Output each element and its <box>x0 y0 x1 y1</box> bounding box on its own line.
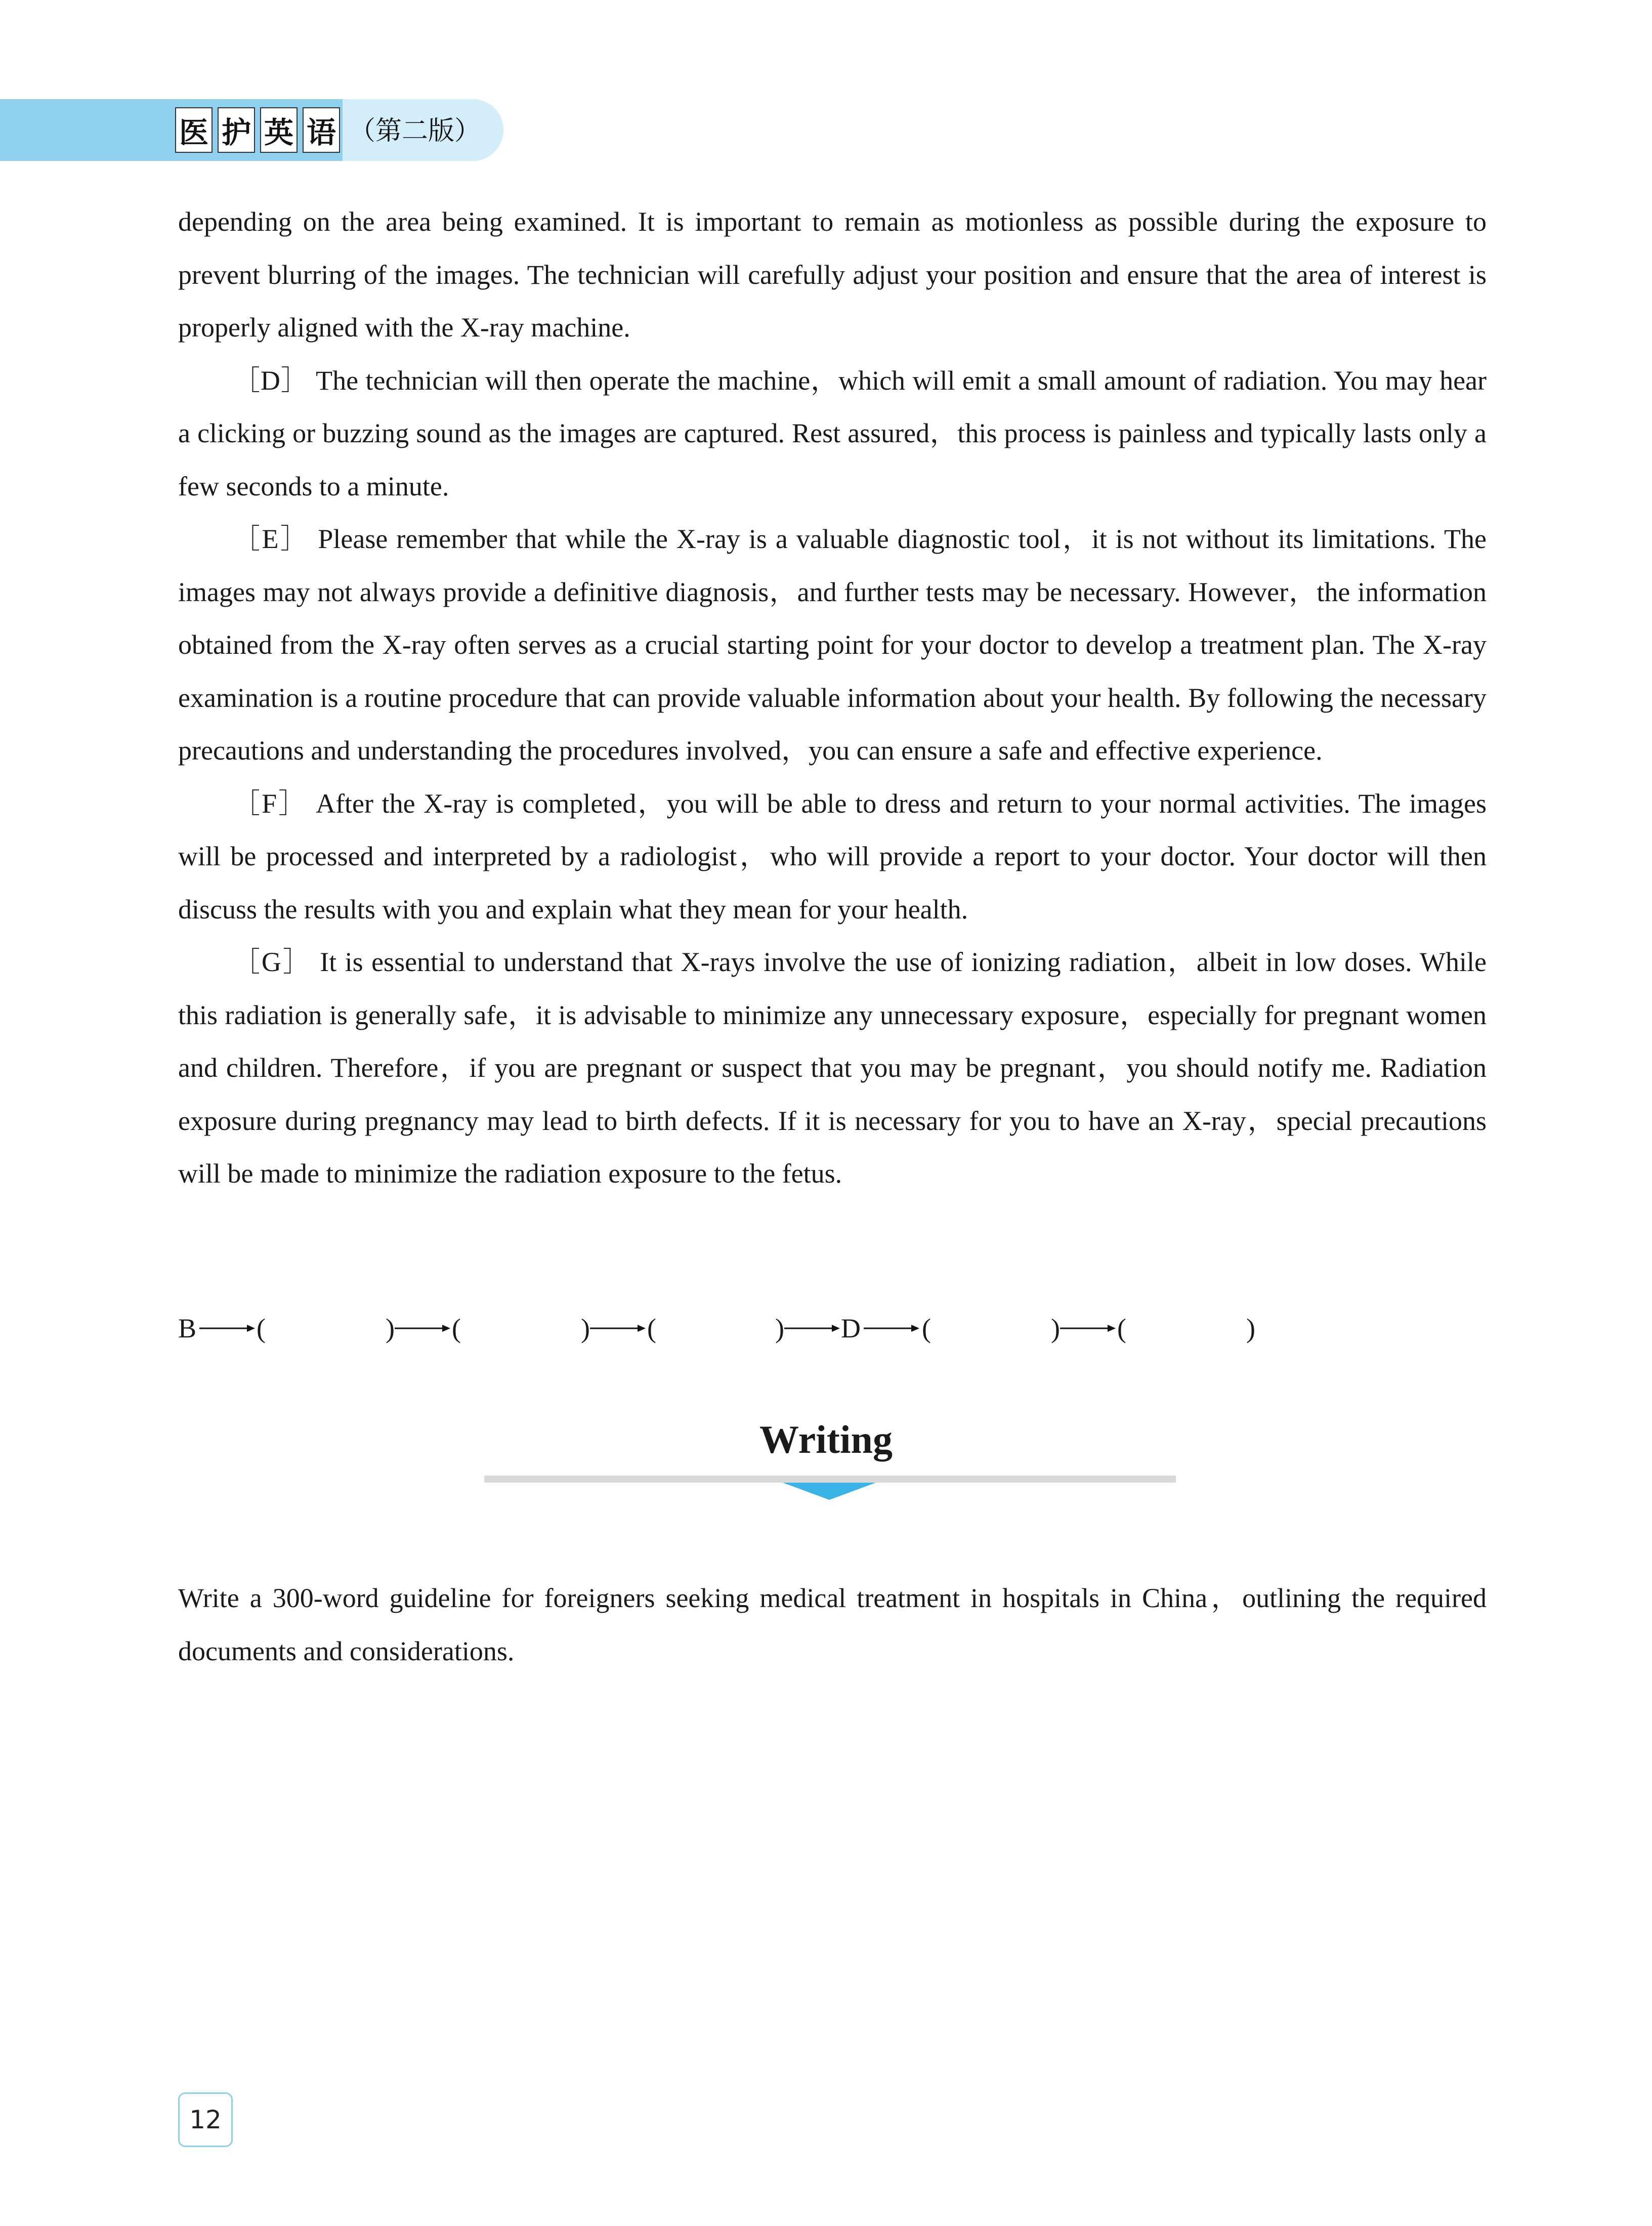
blank-open: ( <box>1117 1313 1126 1343</box>
blank-open: ( <box>452 1313 461 1343</box>
blank-open: ( <box>922 1313 931 1343</box>
arrow-icon <box>784 1321 840 1336</box>
book-title-char: 护 <box>218 107 255 153</box>
book-title-char: 英 <box>260 107 298 153</box>
page-number: 12 <box>178 2092 233 2147</box>
arrow-icon <box>864 1321 919 1336</box>
blank-close: ) <box>775 1313 784 1343</box>
arrow-icon <box>1060 1321 1116 1336</box>
paragraph-f: ［F］ After the X-ray is completed，you will be able to dress and return to your normal activities. The images will be processed and interpreted by a radiologist，who will provide a report to your doctor. Your doctor will then discuss the results with you and explain what they mean for your health. <box>178 788 1487 925</box>
blank-close: ) <box>1051 1313 1060 1343</box>
arrow-icon <box>590 1321 646 1336</box>
section-divider <box>484 1476 1176 1483</box>
paragraph-e: ［E］ Please remember that while the X-ray is a valuable diagnostic tool，it is not without its limitations. The images may not always provide a definitive diagnosis，and further tests may be necessary. However，the information obtained from the X-ray often serves as a crucial starting point for your doctor to develop a treatment plan. The X-ray examination is a routine procedure that can provide valuable information about your health. By following the necessary precautions and understanding the procedures involved，you can ensure a safe and effective experience. <box>178 524 1487 766</box>
blank-open: ( <box>257 1313 266 1343</box>
arrow-icon <box>199 1321 255 1336</box>
book-title-char: 语 <box>303 107 340 153</box>
blank-close: ) <box>1246 1313 1255 1343</box>
blank-close: ) <box>581 1313 590 1343</box>
paragraph-g: ［G］ It is essential to understand that X-rays involve the use of ionizing radiation，albeit in low doses. While this radiation is generally safe，it is advisable to minimize any unnecessary exposure，especially for pregnant women and children. Therefore，if you are pregnant or suspect that you may be pregnant，you should notify me. Radiation exposure during pregnancy may lead to birth defects. If it is necessary for you to have an X-ray，special precautions will be made to minimize the radiation exposure to the fetus. <box>178 947 1487 1189</box>
book-title-char: 医 <box>175 107 213 153</box>
section-pointer-icon <box>783 1483 876 1500</box>
book-edition: （第二版） <box>349 116 481 146</box>
arrow-icon <box>395 1321 450 1336</box>
section-title-writing: Writing <box>759 1417 893 1461</box>
reading-passage <box>178 195 1487 1200</box>
paragraph-continued: depending on the area being examined. It is important to remain as motionless as possible during the exposure to prevent blurring of the images. The technician will carefully adjust your position and ensure that the area of interest is properly aligned with the X-ray machine. <box>178 206 1487 343</box>
blank-close: ) <box>386 1313 395 1343</box>
sequence-start: B <box>178 1313 197 1343</box>
writing-prompt <box>178 1572 1487 1677</box>
book-title <box>175 107 340 154</box>
writing-prompt-text: Write a 300-word guideline for foreigners seeking medical treatment in hospitals in China，outlining the required documents and considerations. <box>178 1583 1487 1666</box>
sequence-given: D <box>841 1313 861 1343</box>
blank-open: ( <box>647 1313 656 1343</box>
paragraph-d: ［D］ The technician will then operate the machine，which will emit a small amount of radiation. You may hear a clicking or buzzing sound as the images are captured. Rest assured，this process is painless and typically lasts only a few seconds to a minute. <box>178 365 1487 501</box>
